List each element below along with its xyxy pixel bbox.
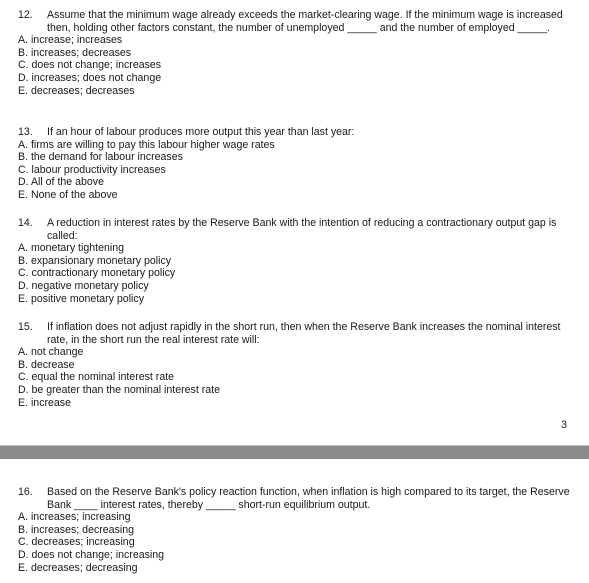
question-stem: [18, 9, 570, 34]
page-separator: [0, 445, 589, 459]
option-d: D. increases; does not change: [18, 71, 162, 84]
question-stem: [18, 126, 570, 139]
option-c: C. decreases; increasing: [18, 536, 135, 549]
question-number: 16.: [18, 486, 33, 498]
option-d: D. negative monetary policy: [18, 279, 149, 292]
question-number: 14.: [18, 217, 33, 229]
option-a: A. increase; increases: [18, 34, 123, 47]
question-16: [18, 486, 570, 574]
option-a: A. not change: [18, 346, 84, 359]
option-c: C. labour productivity increases: [18, 163, 166, 176]
option-b: B. decrease: [18, 358, 75, 371]
option-c: C. does not change; increases: [18, 59, 162, 72]
question-text: Based on the Reserve Bank's policy reaction function, when inflation is high compared to its target, the Reserve Bank ____ interest rates, thereby _____ short-run equilibrium output.: [47, 486, 570, 511]
option-c: C. equal the nominal interest rate: [18, 371, 175, 384]
question-text: If inflation does not adjust rapidly in the short run, then when the Reserve Bank increases the nominal interest rate, in the short run the real interest rate will:: [47, 321, 561, 346]
question-number: 15.: [18, 321, 33, 333]
option-d: D. does not change; increasing: [18, 548, 165, 561]
option-b: B. the demand for labour increases: [18, 151, 183, 164]
question-text: Assume that the minimum wage already exceeds the market-clearing wage. If the minimum wage is increased then, holding other factors constant, the number of unemployed _____ and the number of employed _____.: [47, 9, 563, 34]
option-b: B. increases; decreasing: [18, 523, 135, 536]
option-e: E. decreases; decreases: [18, 84, 135, 97]
question-stem: [18, 217, 570, 242]
option-e: E. positive monetary policy: [18, 292, 145, 305]
option-e: E. decreases; decreasing: [18, 561, 138, 574]
page-number: 3: [561, 419, 567, 431]
question-stem: [18, 486, 570, 511]
question-14: [18, 217, 570, 305]
option-b: B. expansionary monetary policy: [18, 254, 172, 267]
option-b: B. increases; decreases: [18, 46, 132, 59]
option-a: A. increases; increasing: [18, 511, 131, 524]
option-e: E. increase: [18, 396, 71, 409]
document-page-4: [0, 459, 589, 583]
option-a: A. monetary tightening: [18, 242, 124, 255]
question-number: 13.: [18, 126, 33, 138]
option-e: E. None of the above: [18, 188, 118, 201]
option-d: D. All of the above: [18, 176, 104, 189]
question-15: [18, 321, 570, 409]
option-c: C. contractionary monetary policy: [18, 267, 176, 280]
question-13: [18, 126, 570, 202]
option-d: D. be greater than the nominal interest rate: [18, 383, 220, 396]
question-number: 12.: [18, 9, 33, 21]
question-12: [18, 9, 570, 97]
question-text: A reduction in interest rates by the Reserve Bank with the intention of reducing a contractionary output gap is called:: [47, 217, 557, 242]
question-text: If an hour of labour produces more output this year than last year:: [47, 126, 355, 138]
question-stem: [18, 321, 570, 346]
option-a: A. firms are willing to pay this labour higher wage rates: [18, 138, 275, 151]
